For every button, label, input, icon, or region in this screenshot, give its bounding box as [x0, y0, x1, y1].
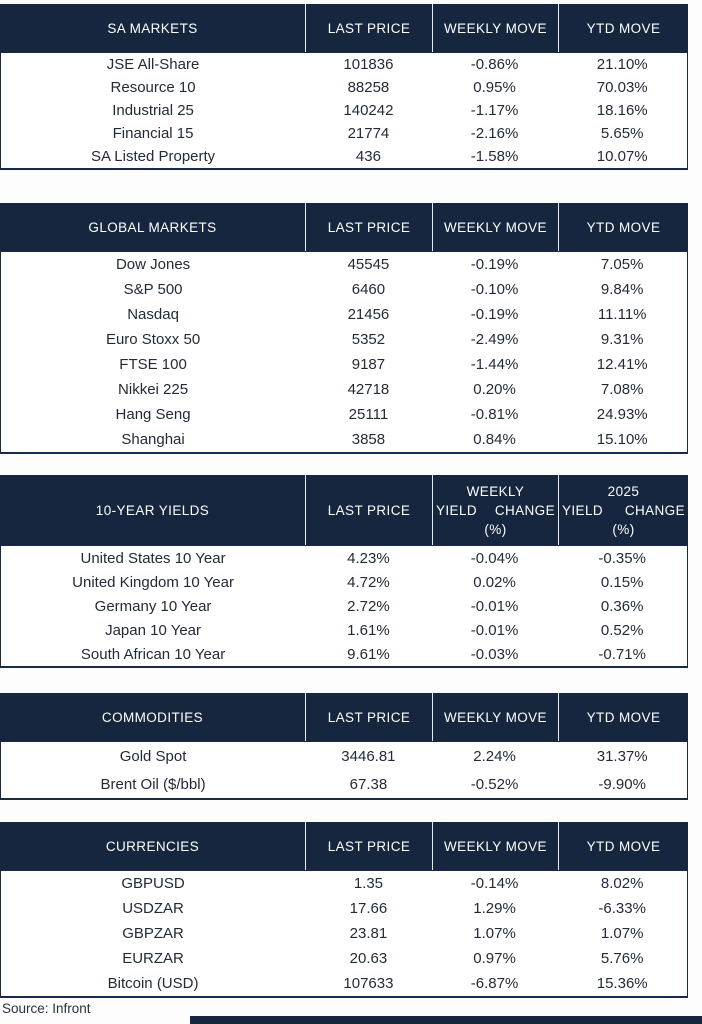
cell-value: 11.11%: [597, 306, 647, 323]
column-header-word: CHANGE: [494, 502, 555, 518]
source-note: Source: Infront: [2, 1001, 91, 1016]
cell-value: 0.20%: [473, 381, 516, 398]
row-label: Brent Oil ($/bbl): [100, 775, 206, 793]
row-label: Resource 10: [110, 79, 196, 96]
table-row: [1, 402, 687, 427]
row-label: Japan 10 Year: [105, 621, 202, 639]
cell-value: 23.81: [349, 925, 388, 942]
cell-value: 0.95%: [473, 79, 516, 96]
row-label: United Kingdom 10 Year: [72, 573, 234, 591]
column-header-line: [433, 482, 558, 501]
cell-value: 2.72%: [347, 597, 390, 615]
cell-value: 8.02%: [600, 875, 644, 892]
cell-value: -1.17%: [470, 102, 519, 119]
row-label: GBPUSD: [121, 875, 185, 892]
column-header: LAST PRICE: [305, 822, 432, 870]
cell-value: 1.07%: [600, 925, 644, 942]
table-header-row: [0, 693, 688, 741]
cell-value: 3858: [351, 431, 386, 448]
cell-value: -0.03%: [470, 645, 519, 663]
cell-value: 101836: [343, 56, 394, 73]
row-label: Hang Seng: [115, 406, 191, 423]
cell-value: 31.37%: [596, 747, 648, 765]
column-header: LAST PRICE: [305, 475, 432, 545]
cell-value: 21.10%: [596, 56, 648, 73]
table-row: [1, 642, 687, 666]
table-row: [1, 742, 687, 770]
cell-value: 3446.81: [341, 747, 396, 765]
cell-value: 25111: [348, 406, 389, 423]
table-body: [0, 870, 688, 998]
cell-value: -6.33%: [598, 900, 646, 917]
cell-value: 21456: [347, 306, 390, 323]
cell-value: -0.19%: [470, 256, 519, 273]
table-currencies: [0, 822, 688, 998]
column-header-word: 2025: [607, 483, 640, 499]
cell-value: 9.84%: [600, 281, 644, 298]
cell-value: -0.01%: [470, 597, 519, 615]
cell-value: 17.66: [349, 900, 388, 917]
column-header: [558, 475, 688, 545]
table-row: [1, 252, 687, 277]
cell-value: 10.07%: [596, 148, 648, 165]
cell-value: 12.41%: [596, 356, 648, 373]
table-row: [1, 971, 687, 996]
table-header-row: [0, 4, 688, 52]
cell-value: 9187: [351, 356, 386, 373]
table-row: [1, 145, 687, 168]
table-body: [0, 741, 688, 800]
column-header-word: (%): [484, 521, 507, 537]
cell-value: 0.97%: [473, 950, 516, 967]
table-row: [1, 546, 687, 570]
row-label: Financial 15: [112, 125, 194, 142]
column-header: WEEKLY MOVE: [432, 822, 558, 870]
column-header-line: [559, 520, 688, 539]
cell-value: 0.02%: [473, 573, 516, 591]
column-header-word: CHANGE: [624, 502, 685, 518]
cell-value: 21774: [347, 125, 390, 142]
row-label: South African 10 Year: [80, 645, 226, 663]
table-row: [1, 871, 687, 896]
cell-value: 42718: [347, 381, 390, 398]
table-row: [1, 302, 687, 327]
cell-value: 5.76%: [600, 950, 644, 967]
cell-value: 1.35: [353, 875, 384, 892]
row-label: Gold Spot: [119, 747, 187, 765]
table-row: [1, 76, 687, 99]
cell-value: -2.49%: [470, 331, 519, 348]
row-label: USDZAR: [122, 900, 184, 917]
column-header: LAST PRICE: [305, 693, 432, 741]
cell-value: 140242: [343, 102, 394, 119]
table-global-markets: [0, 203, 688, 454]
table-body: [0, 52, 688, 170]
table-title: CURRENCIES: [105, 838, 200, 854]
cell-value: 9.61%: [347, 645, 390, 663]
cell-value: 4.72%: [347, 573, 390, 591]
row-label: United States 10 Year: [80, 549, 226, 567]
column-header-line: [433, 501, 558, 520]
column-header: YTD MOVE: [558, 4, 688, 52]
row-label: Euro Stoxx 50: [105, 331, 201, 348]
table-row: [1, 327, 687, 352]
row-label: Shanghai: [121, 431, 185, 448]
column-header: LAST PRICE: [305, 203, 432, 251]
cell-value: 5.65%: [600, 125, 644, 142]
cell-value: 20.63: [349, 950, 388, 967]
row-label: Germany 10 Year: [94, 597, 212, 615]
table-row: [1, 770, 687, 798]
table-row: [1, 896, 687, 921]
cell-value: 2.24%: [473, 747, 516, 765]
table-row: [1, 946, 687, 971]
table-row: [1, 427, 687, 452]
column-header: WEEKLY MOVE: [432, 4, 558, 52]
cell-value: -0.01%: [470, 621, 519, 639]
column-header: YTD MOVE: [558, 822, 688, 870]
cell-value: -1.58%: [470, 148, 519, 165]
cell-value: 88258: [347, 79, 390, 96]
column-header-word: (%): [612, 521, 635, 537]
row-label: S&P 500: [123, 281, 183, 298]
cell-value: -0.81%: [470, 406, 519, 423]
cell-value: 15.10%: [596, 431, 648, 448]
cell-value: 0.36%: [600, 597, 644, 615]
column-header: LAST PRICE: [305, 4, 432, 52]
row-label: Industrial 25: [112, 102, 194, 119]
tables-container: [0, 4, 702, 998]
cell-value: -1.44%: [470, 356, 519, 373]
column-header: [432, 475, 558, 545]
table-header-row: [0, 475, 688, 545]
table-body: [0, 251, 688, 454]
cell-value: -0.19%: [470, 306, 519, 323]
table-header-row: [0, 203, 688, 251]
cell-value: 4.23%: [347, 549, 390, 567]
cell-value: 1.29%: [473, 900, 516, 917]
row-label: GBPZAR: [122, 925, 184, 942]
cell-value: -0.86%: [470, 56, 519, 73]
row-label: Bitcoin (USD): [107, 975, 199, 992]
column-header-line: [559, 501, 688, 520]
cell-value: 0.52%: [600, 621, 644, 639]
cell-value: 0.84%: [473, 431, 516, 448]
cell-value: 18.16%: [596, 102, 648, 119]
cell-value: 24.93%: [596, 406, 648, 423]
row-label: FTSE 100: [119, 356, 187, 373]
cell-value: 0.15%: [600, 573, 644, 591]
row-label: Nikkei 225: [118, 381, 189, 398]
column-header-line: [559, 482, 688, 501]
row-label: Dow Jones: [115, 256, 191, 273]
column-header-word: YIELD: [562, 502, 604, 518]
cell-value: 6460: [351, 281, 386, 298]
cell-value: 9.31%: [600, 331, 644, 348]
column-header-word: WEEKLY: [466, 483, 525, 499]
cell-value: -0.35%: [598, 549, 646, 567]
cell-value: -2.16%: [470, 125, 519, 142]
table-ten-year-yields: [0, 475, 688, 668]
table-title: GLOBAL MARKETS: [88, 219, 217, 235]
column-header: YTD MOVE: [558, 693, 688, 741]
row-label: SA Listed Property: [90, 148, 216, 165]
column-header: WEEKLY MOVE: [432, 693, 558, 741]
table-row: [1, 570, 687, 594]
cell-value: 107633: [343, 975, 394, 992]
cell-value: -0.71%: [598, 645, 646, 663]
column-header: WEEKLY MOVE: [432, 203, 558, 251]
table-body: [0, 545, 688, 668]
cell-value: 7.08%: [600, 381, 644, 398]
table-row: [1, 377, 687, 402]
row-label: Nasdaq: [127, 306, 179, 323]
cell-value: 15.36%: [596, 975, 648, 992]
table-row: [1, 53, 687, 76]
table-title: 10-YEAR YIELDS: [95, 502, 210, 518]
cell-value: -0.04%: [470, 549, 519, 567]
table-header-row: [0, 822, 688, 870]
table-row: [1, 99, 687, 122]
cell-value: 45545: [347, 256, 390, 273]
cell-value: 7.05%: [600, 256, 644, 273]
cell-value: 5352: [351, 331, 386, 348]
table-row: [1, 277, 687, 302]
cell-value: -9.90%: [598, 775, 646, 793]
table-sa-markets: [0, 4, 688, 170]
table-row: [1, 352, 687, 377]
cell-value: -0.14%: [470, 875, 519, 892]
table-row: [1, 618, 687, 642]
table-row: [1, 921, 687, 946]
column-header: YTD MOVE: [558, 203, 688, 251]
cell-value: -0.52%: [470, 775, 519, 793]
cell-value: 436: [355, 148, 381, 165]
footer-bar: [190, 1016, 702, 1024]
cell-value: 1.07%: [473, 925, 516, 942]
row-label: EURZAR: [122, 950, 184, 967]
column-header-word: YIELD: [436, 502, 478, 518]
cell-value: 1.61%: [347, 621, 390, 639]
table-row: [1, 122, 687, 145]
cell-value: 67.38: [349, 775, 388, 793]
cell-value: 70.03%: [596, 79, 648, 96]
row-label: JSE All-Share: [106, 56, 200, 73]
cell-value: -6.87%: [470, 975, 519, 992]
table-row: [1, 594, 687, 618]
column-header-line: [433, 520, 558, 539]
table-title: COMMODITIES: [101, 709, 204, 725]
table-title: SA MARKETS: [107, 20, 198, 36]
table-commodities: [0, 693, 688, 800]
cell-value: -0.10%: [470, 281, 519, 298]
